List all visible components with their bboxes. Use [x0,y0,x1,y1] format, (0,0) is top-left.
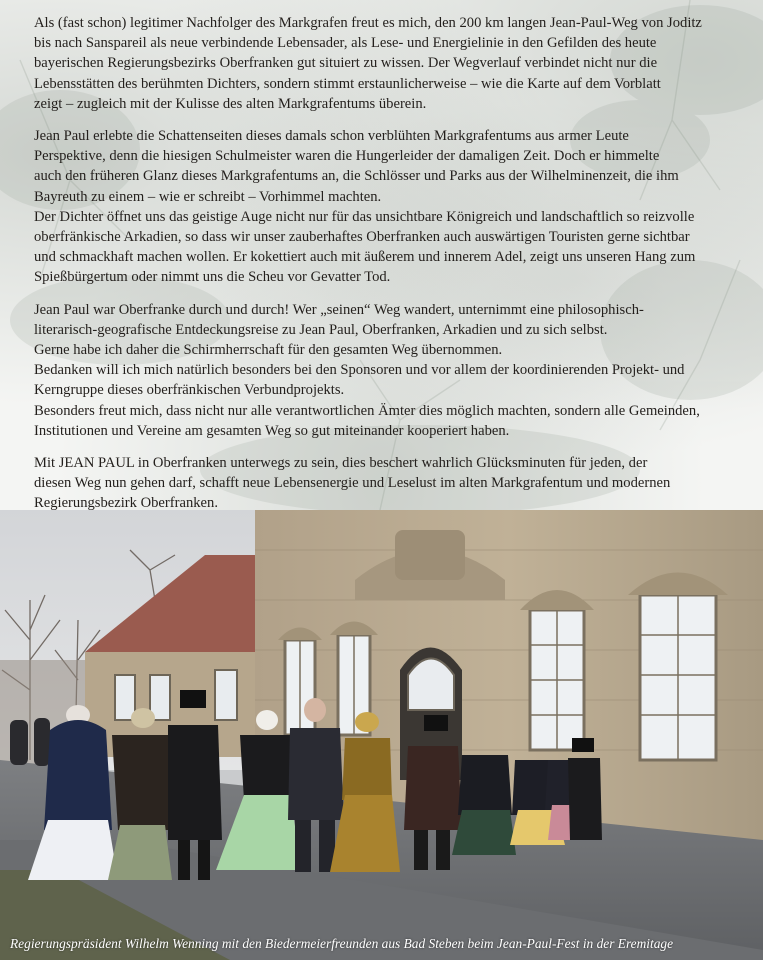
photo-caption: Regierungspräsident Wilhelm Wenning mit den Biedermeierfreunden aus Bad Steben beim Jean-Paul-Fest in der Eremitage [10,936,674,951]
event-photo [0,510,763,960]
paragraph-3: Jean Paul war Oberfranke durch und durch! Wer „seinen“ Weg wandert, unternimmt eine philosophisch- literarisch-geografische Entdeckungsreise zu Jean Paul, Oberfranken, Arkadien und zu sich selbst. Gerne habe ich daher die Schirmherrschaft für den gesamten Weg übernommen. Bedanken will ich mich natürlich besonders bei den Sponsoren und vor allem der koordinierenden Projekt- und Kerngruppe dieses oberfränkischen Verbundprojekts. Besonders freut mich, dass nicht nur alle verantwortlichen Ämter dies möglich machten, sondern alle Gemeinden, Institutionen und Vereine am gesamten Weg so gut miteinander kooperiert haben. [34,301,700,439]
paragraph-2: Jean Paul erlebte die Schattenseiten dieses damals schon verblühten Markgrafentums aus armer Leute Perspektive, denn die hiesigen Schulmeister waren die Hungerleider der damaligen Zeit. Doch er himmelte auch den früheren Glanz dieses Markgrafentums an, die Schlösser und Parks aus der Wilhelminenzeit, die ihm Bayreuth zu einem – wie er schreibt – Vorhimmel machten. Der Dichter öffnet uns das geistige Auge nicht nur für das unsichtbare Königreich und landschaftlich so reizvolle oberfränkische Arkadien, so dass wir unser zauberhaftes Oberfranken auch auswärtigen Touristen gerne sichtbar und schmackhaft machen wollen. Er kokettiert auch mit äußerem und innerem Adel, zeigt uns unseren Hang zum Spießbürgertum oder nimmt uns die Scheu vor Gevatter Tod. [34,128,696,286]
paragraph-4: Mit JEAN PAUL in Oberfranken unterwegs zu sein, dies beschert wahrlich Glücksminuten für jeden, der diesen Weg nun gehen darf, schafft neue Lebensenergie und Leselust im alten Markgrafentum und modernen Regierungsbezirk Oberfranken. [34,455,671,510]
photo-illustration [0,510,763,960]
body-text [34,13,734,510]
paragraph-1: Als (fast schon) legitimer Nachfolger des Markgrafen freut es mich, den 200 km langen Jean-Paul-Weg von Joditz bis nach Sanspareil als neue verbindende Lebensader, als Lese- und Energielinie in den Gefilden des heute bayerischen Regierungsbezirks Oberfranken gut situiert zu wissen. Der Wegverlauf verbindet nicht nur die Lebensstätten des berühmten Dichters, sondern stimmt erstaunlicherweise – wie die Karte auf dem Vorblatt zeigt – zugleich mit der Kulisse des alten Markgrafentums überein. [34,15,702,112]
